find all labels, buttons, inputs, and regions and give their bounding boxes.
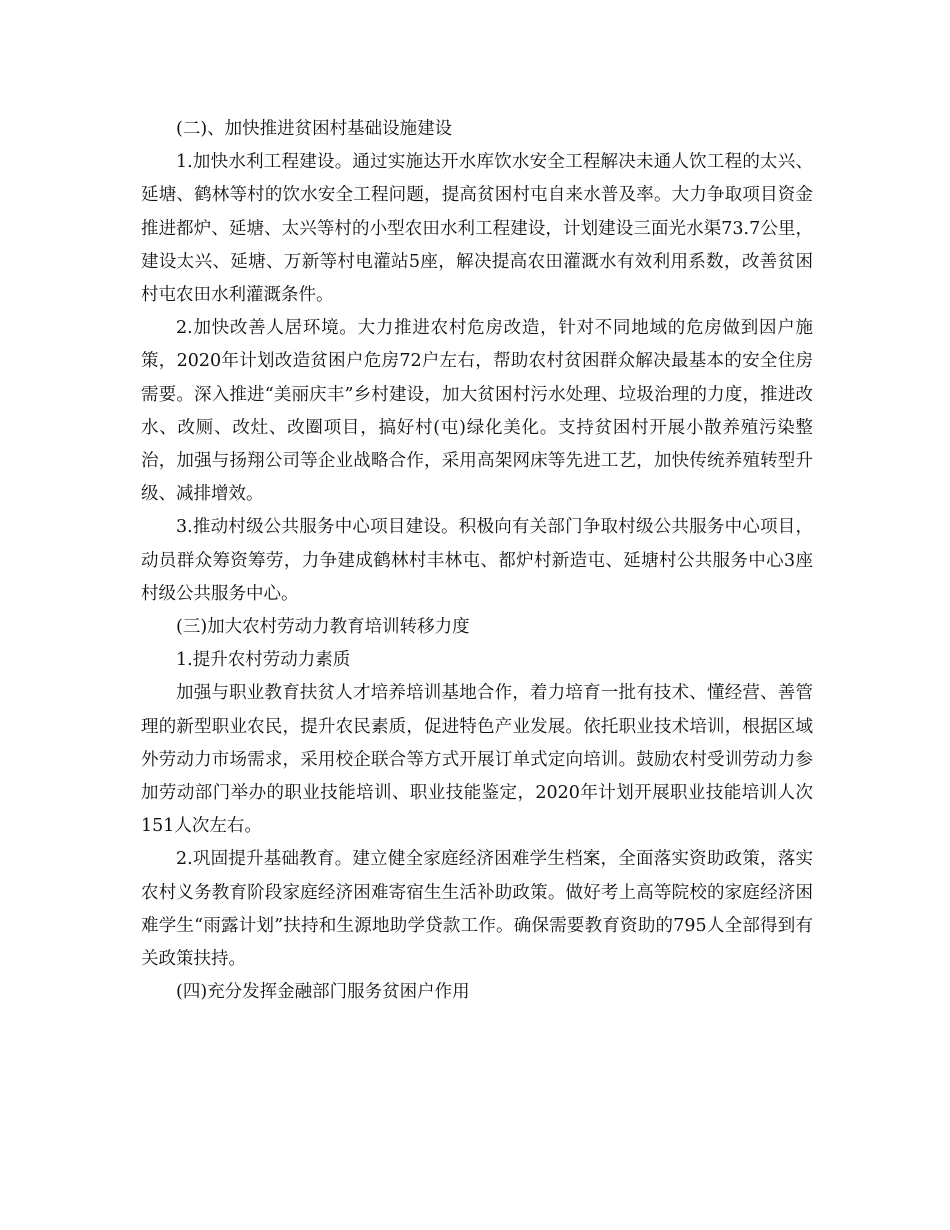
paragraph-basic-education: 2.巩固提升基础教育。建立健全家庭经济困难学生档案，全面落实资助政策，落实农村义务教育阶段家庭经济困难寄宿生生活补助政策。做好考上高等院校的家庭经济困难学生“雨露计划”扶持和生源地助学贷款工作。确保需要教育资助的795人全部得到有关政策扶持。 bbox=[141, 849, 813, 970]
section-heading-infrastructure: (二)、加快推进贫困村基础设施建设 bbox=[176, 119, 453, 139]
paragraph-public-service-center: 3.推动村级公共服务中心项目建设。积极向有关部门争取村级公共服务中心项目，动员群众筹资筹劳，力争建成鹤林村丰林屯、都炉村新造屯、延塘村公共服务中心3座村级公共服务中心。 bbox=[141, 517, 813, 604]
subheading-labor-quality: 1.提升农村劳动力素质 bbox=[176, 650, 351, 671]
paragraph-living-environment: 2.加快改善人居环境。大力推进农村危房改造，针对不同地域的危房做到因户施策，2020年计划改造贫困户危房72户左右，帮助农村贫困群众解决最基本的安全住房需要。深入推进“美丽庆丰”乡村建设，加大贫困村污水处理、垃圾治理的力度，推进改水、改厕、改灶、改圈项目，搞好村(屯)绿化美化。支持贫困村开展小散养殖污染整治，加强与扬翔公司等企业战略合作，采用高架网床等先进工艺，加快传统养殖转型升级、减排增效。 bbox=[141, 318, 813, 505]
section-heading-labor-training: (三)加大农村劳动力教育培训转移力度 bbox=[176, 617, 470, 638]
paragraph-water-conservancy: 1.加快水利工程建设。通过实施达开水库饮水安全工程解决未通人饮工程的太兴、延塘、鹤林等村的饮水安全工程问题，提高贫困村屯自来水普及率。大力争取项目资金推进都炉、延塘、太兴等村的小型农田水利工程建设，计划建设三面光水渠73.7公里，建设太兴、延塘、万新等村电灌站5座，解决提高农田灌溉水有效利用系数，改善贫困村屯农田水利灌溉条件。 bbox=[141, 152, 813, 306]
paragraph-vocational-training: 加强与职业教育扶贫人才培养培训基地合作，着力培育一批有技术、懂经营、善管理的新型职业农民，提升农民素质，促进特色产业发展。依托职业技术培训，根据区域外劳动力市场需求，采用校企联合等方式开展订单式定向培训。鼓励农村受训劳动力参加劳动部门举办的职业技能培训、职业技能鉴定，2020年计划开展职业技能培训人次151人次左右。 bbox=[141, 683, 813, 837]
document-body bbox=[141, 113, 813, 1009]
section-heading-finance: (四)充分发挥金融部门服务贫困户作用 bbox=[176, 982, 470, 1003]
